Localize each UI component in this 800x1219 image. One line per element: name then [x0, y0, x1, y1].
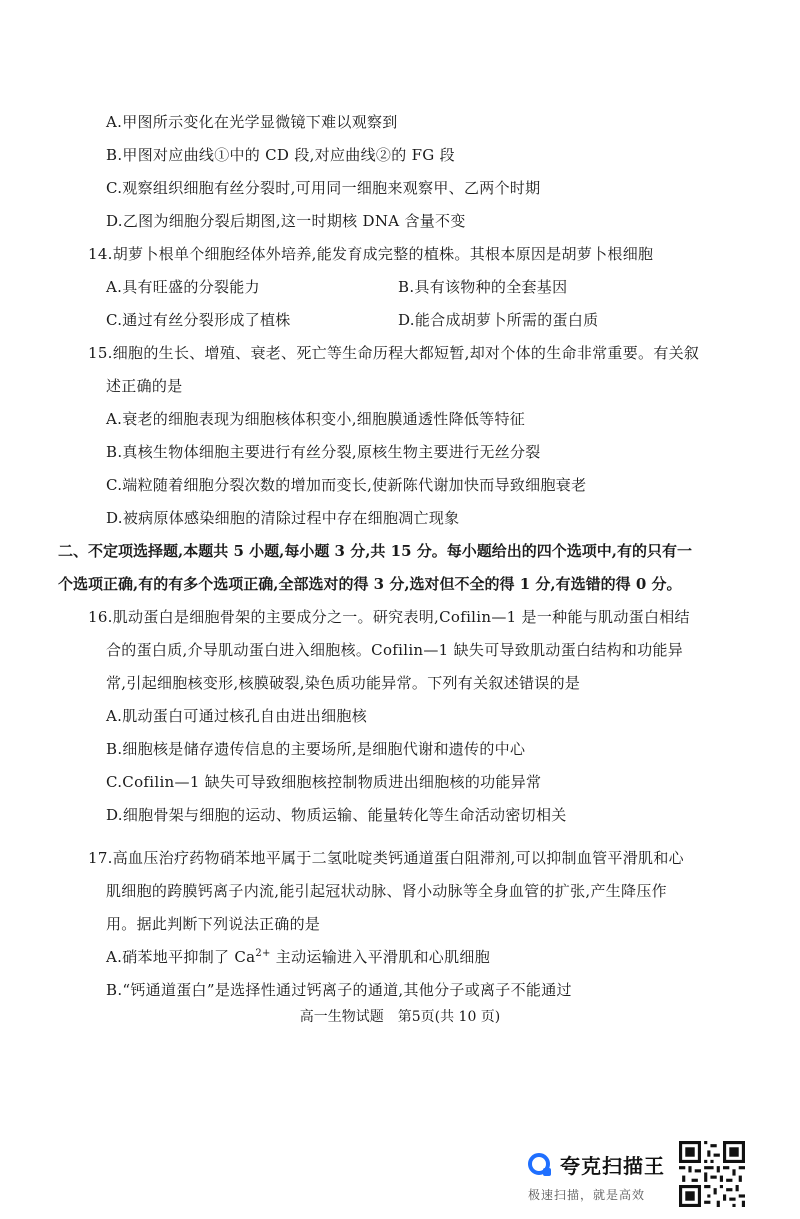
q16-stem-line3: 常,引起细胞核变形,核膜破裂,染色质功能异常。下列有关叙述错误的是: [106, 674, 581, 692]
q16-option-d: D.细胞骨架与细胞的运动、物质运输、能量转化等生命活动密切相关: [106, 806, 567, 824]
q15-stem-line2: 述正确的是: [106, 377, 183, 395]
q14-stem: 14.胡萝卜根单个细胞经体外培养,能发育成完整的植株。其根本原因是胡萝卜根细胞: [88, 245, 654, 263]
q15-option-c: C.端粒随着细胞分裂次数的增加而变长,使新陈代谢加快而导致细胞衰老: [106, 476, 587, 494]
q13-option-a: A.甲图所示变化在光学显微镜下难以观察到: [106, 113, 398, 131]
calcium-charge: 2+: [255, 948, 271, 959]
q16-option-b: B.细胞核是储存遗传信息的主要场所,是细胞代谢和遗传的中心: [106, 740, 526, 758]
page-footer: 高一生物试题 第5页(共 10 页): [299, 1009, 501, 1025]
scanner-watermark: [528, 1150, 678, 1206]
q16-stem-line2: 合的蛋白质,介导肌动蛋白进入细胞核。Cofilin—1 缺失可导致肌动蛋白结构和功能异: [106, 641, 684, 659]
q15-option-d: D.被病原体感染细胞的清除过程中存在细胞凋亡现象: [106, 509, 460, 527]
q17-option-a: [106, 946, 490, 968]
q17-stem-line3: 用。据此判断下列说法正确的是: [106, 915, 321, 933]
q16-option-c: C.Cofilin—1 缺失可导致细胞核控制物质进出细胞核的功能异常: [106, 773, 542, 791]
q17-stem-line2: 肌细胞的跨膜钙离子内流,能引起冠状动脉、肾小动脉等全身血管的扩张,产生降压作: [106, 882, 667, 900]
q13-option-d: D.乙图为细胞分裂后期图,这一时期核 DNA 含量不变: [106, 212, 466, 230]
q15-stem-line1: 15.细胞的生长、增殖、衰老、死亡等生命历程大都短暂,却对个体的生命非常重要。有关叙: [88, 344, 700, 362]
q15-option-a: A.衰老的细胞表现为细胞核体积变小,细胞膜通透性降低等特征: [106, 410, 526, 428]
watermark-app-name: 夸克扫描王: [560, 1154, 665, 1178]
section2-instructions-line1: 二、不定项选择题,本题共 5 小题,每小题 3 分,共 15 分。每小题给出的四个选项中,有的只有一: [58, 542, 692, 560]
q16-stem-line1: 16.肌动蛋白是细胞骨架的主要成分之一。研究表明,Cofilin—1 是一种能与肌动蛋白相结: [88, 608, 690, 626]
q13-option-b: B.甲图对应曲线①中的 CD 段,对应曲线②的 FG 段: [106, 146, 455, 164]
q14-option-d: D.能合成胡萝卜所需的蛋白质: [398, 311, 599, 329]
q14-option-b: B.具有该物种的全套基因: [398, 278, 568, 296]
watermark-slogan: 极速扫描，就是高效: [528, 1188, 646, 1202]
q16-option-a: A.肌动蛋白可通过核孔自由进出细胞核: [106, 707, 368, 725]
q17-option-a-pre: A.硝苯地平抑制了 Ca: [106, 948, 256, 966]
q14-option-c: C.通过有丝分裂形成了植株: [106, 311, 291, 329]
q17-stem-line1: 17.高血压治疗药物硝苯地平属于二氢吡啶类钙通道蛋白阻滞剂,可以抑制血管平滑肌和心: [88, 849, 684, 867]
qr-code-icon: [679, 1141, 745, 1207]
q17-option-a-post: 主动运输进入平滑肌和心肌细胞: [270, 948, 491, 966]
section2-instructions-line2: 个选项正确,有的有多个选项正确,全部选对的得 3 分,选对但不全的得 1 分,有选错的得 0 分。: [58, 575, 682, 593]
q14-option-a: A.具有旺盛的分裂能力: [106, 278, 260, 296]
q13-option-c: C.观察组织细胞有丝分裂时,可用同一细胞来观察甲、乙两个时期: [106, 179, 541, 197]
q15-option-b: B.真核生物体细胞主要进行有丝分裂,原核生物主要进行无丝分裂: [106, 443, 541, 461]
q17-option-b: B.“钙通道蛋白”是选择性通过钙离子的通道,其他分子或离子不能通过: [106, 981, 572, 999]
quark-logo-icon: [528, 1153, 550, 1175]
